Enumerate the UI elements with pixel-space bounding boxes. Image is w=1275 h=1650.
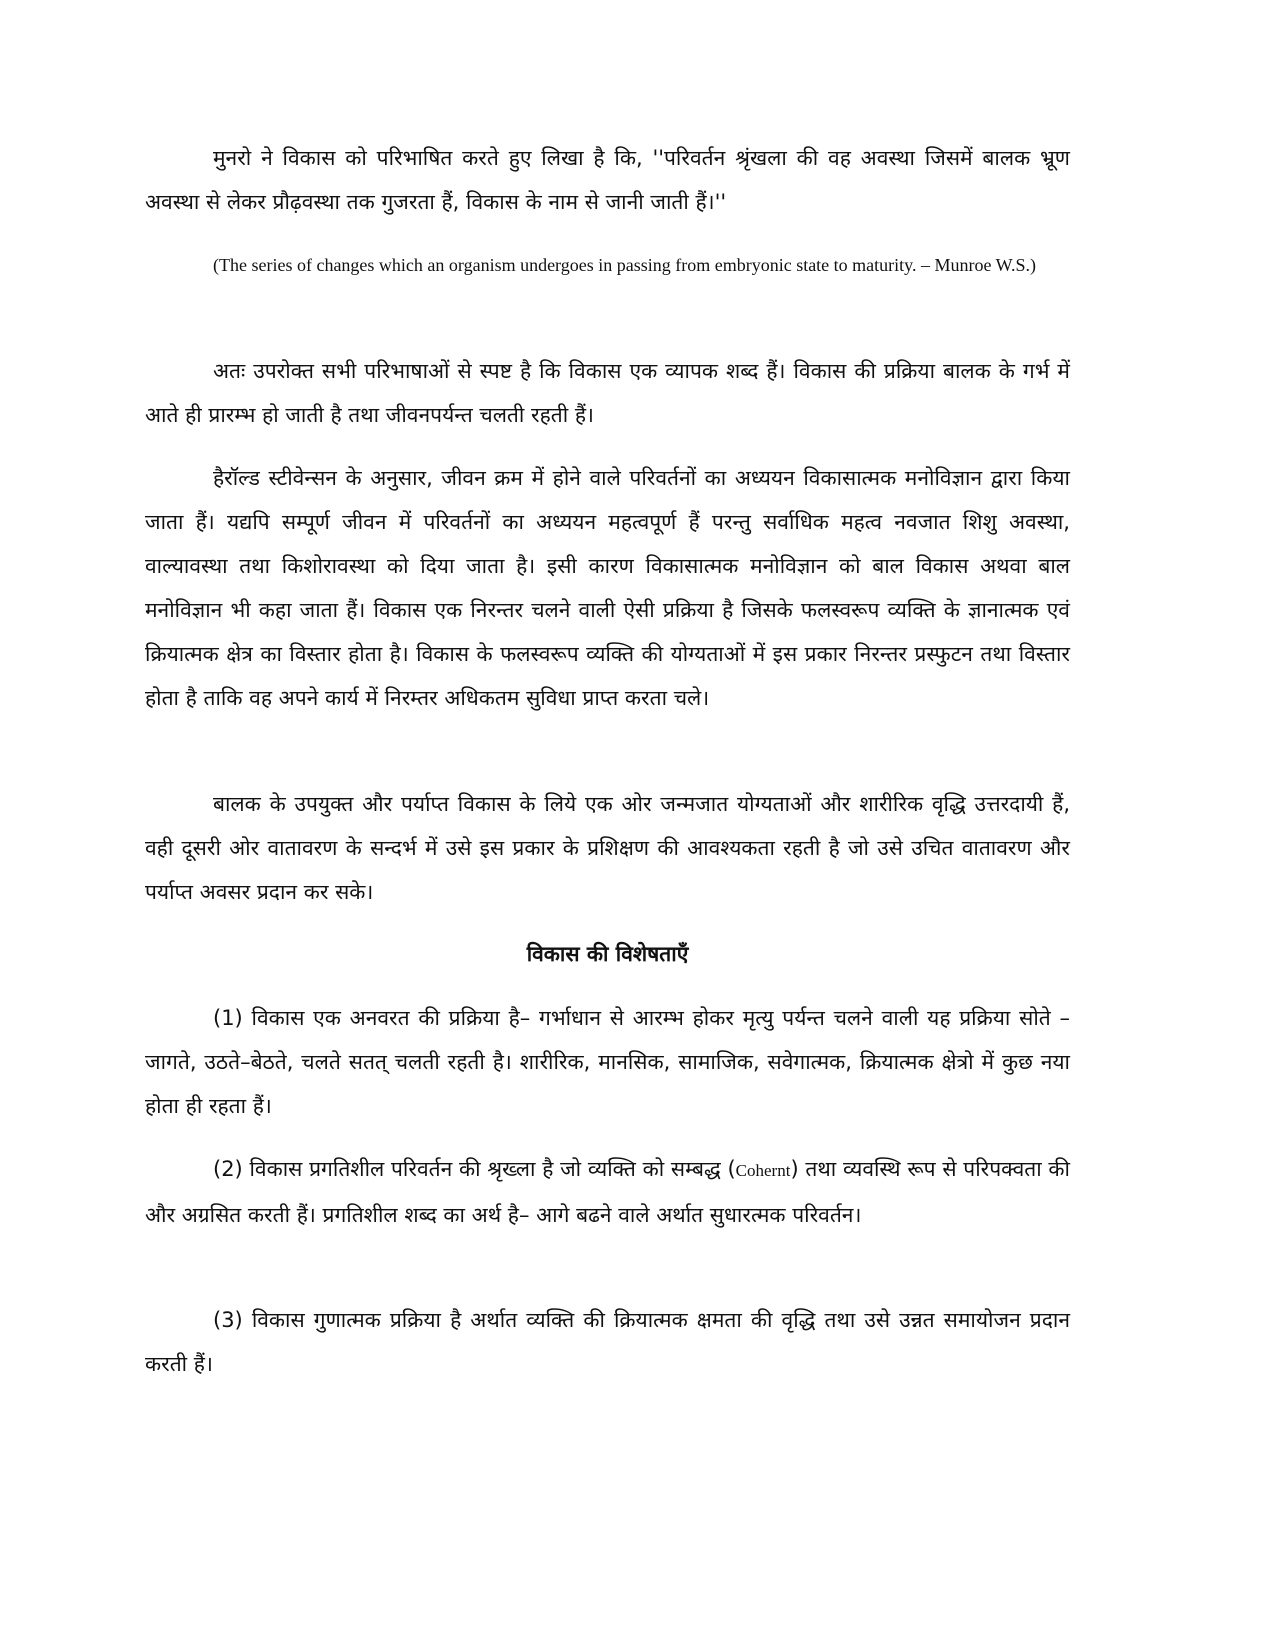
list-item-point-3: (3) विकास गुणात्मक प्रक्रिया है अर्थात व्यक्ति की क्रियात्मक क्षमता की वृद्धि तथा उसे उन्नत समायोजन प्रदान करती हैं। (145, 1308, 1070, 1376)
list-item-point-1: (1) विकास एक अनवरत की प्रक्रिया है– गर्भाधान से आरम्भ होकर मृत्यु पर्यन्त चलने वाली यह प्रक्रिया सोते –जागते, उठते–बेठते, चलते सतत् चलती रहती है। शारीरिक, मानसिक, सामाजिक, सवेगात्मक, क्रियात्मक क्षेत्रो में कुछ नया होता ही रहता हैं। (145, 1006, 1070, 1118)
point-2-english-term: Cohernt (735, 1161, 791, 1180)
section-heading-features: विकास की विशेषताऍं (526, 942, 689, 966)
paragraph-child-development: बालक के उपयुक्त और पर्याप्त विकास के लिये एक ओर जन्मजात योग्यताओं और शारीरिक वृद्धि उत्तरदायी हैं, वही दूसरी ओर वातावरण के सन्दर्भ में उसे इस प्रकार के प्रशिक्षण की आवश्यकता रहती है जो उसे उचित वातावरण और पर्याप्त अवसर प्रदान कर सके। (145, 792, 1070, 904)
paragraph-munro-definition: मुनरो ने विकास को परिभाषित करते हुए लिखा है कि, ''परिवर्तन श्रृंखला की वह अवस्था जिसमें बालक भ्रूण अवस्था से लेकर प्रौढ़वस्था तक गुजरता हैं, विकास के नाम से जानी जाती हैं।'' (145, 146, 1070, 214)
list-item-point-2 (145, 1147, 1070, 1237)
point-2-text-start: (2) विकास प्रगतिशील परिवर्तन की श्रृख्ला है जो व्यक्ति को सम्बद्ध ( (213, 1157, 736, 1181)
paragraph-harold-stevenson: हैरॉल्ड स्टीवेन्सन के अनुसार, जीवन क्रम में होने वाले परिवर्तनों का अध्ययन विकासात्मक मनोविज्ञान द्वारा किया जाता हैं। यद्यपि सम्पूर्ण जीवन में परिवर्तनों का अध्ययन महत्वपूर्ण हैं परन्तु सर्वाधिक महत्व नवजात शिशु अवस्था, वाल्यावस्था तथा किशोरावस्था को दिया जाता है। इसी कारण विकासात्मक मनोविज्ञान को बाल विकास अथवा बाल मनोविज्ञान भी कहा जाता हैं। विकास एक निरन्तर चलने वाली ऐसी प्रक्रिया है जिसके फलस्वरूप व्यक्ति के ज्ञानात्मक एवं क्रियात्मक क्षेत्र का विस्तार होता है। विकास के फलस्वरूप व्यक्ति की योग्यताओं में इस प्रकार निरन्तर प्रस्फुटन तथा विस्तार होता है ताकि वह अपने कार्य में निरम्तर अधिकतम सुविधा प्राप्त करता चले। (145, 466, 1070, 710)
point-2-text-end: ) तथा व्यवस्थि रूप से परिपक्वता की और अग्रसित करती हैं। प्रगतिशील शब्द का अर्थ है– आगे बढने वाले अर्थात सुधारत्मक परिवर्तन। (145, 1157, 1070, 1227)
paragraph-english-quote: (The series of changes which an organism undergoes in passing from embryonic state to maturity. – Munroe W.S.) (213, 255, 1036, 275)
paragraph-conclusion: अतः उपरोक्त सभी परिभाषाओं से स्पष्ट है कि विकास एक व्यापक शब्द हैं। विकास की प्रक्रिया बालक के गर्भ में आते ही प्रारम्भ हो जाती है तथा जीवनपर्यन्त चलती रहती हैं। (145, 359, 1070, 427)
